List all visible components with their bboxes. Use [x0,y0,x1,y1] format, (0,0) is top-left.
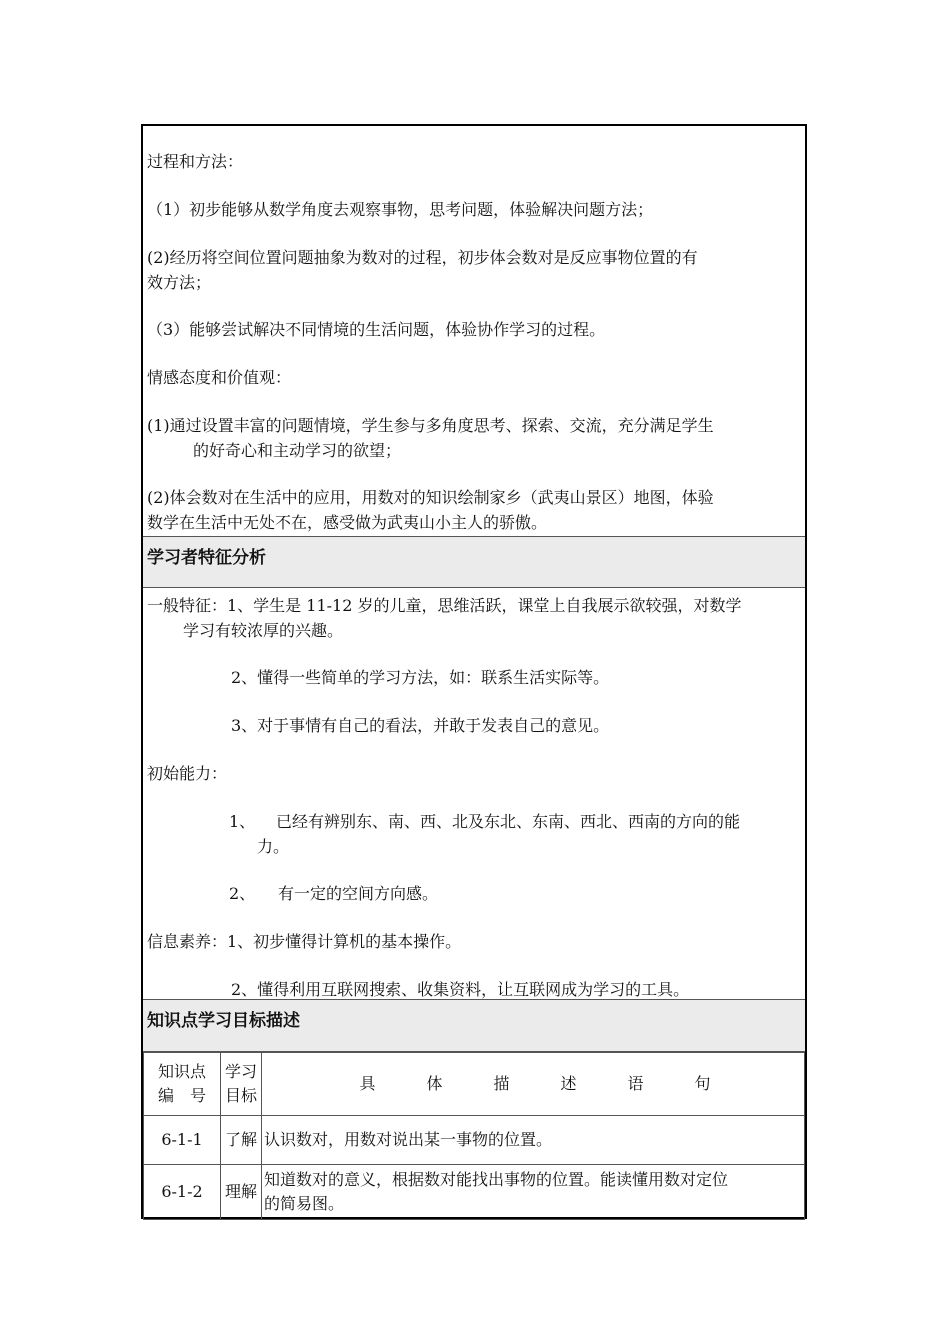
emotion-heading: 情感态度和价值观： [147,368,292,387]
row-goal: 理解 [221,1165,262,1220]
lesson-plan-table [141,124,807,1219]
ability-1-line-1: 已经有辨别东、南、西、北及东北、东南、西北、西南的方向的能 [276,812,741,831]
row-code: 6-1-1 [144,1116,221,1165]
ability-1-line-2: 力。 [257,837,290,856]
general-feature-3: 3、对于事情有自己的看法，并敢于发表自己的意见。 [231,716,610,735]
table-row [144,1116,805,1165]
row-description [262,1116,805,1165]
row-goal: 了解 [221,1116,262,1165]
header-description [262,1052,805,1116]
row-description [262,1165,805,1220]
emotion-item-2-line-2: 数学在生活中无处不在，感受做为武夷山小主人的骄傲。 [147,513,548,532]
objectives-cell [143,126,805,536]
info-literacy-2: 2、懂得利用互联网搜索、收集资料，让互联网成为学习的工具。 [231,980,690,999]
process-item-3: （3）能够尝试解决不同情境的生活问题，体验协作学习的过程。 [147,320,606,339]
process-heading: 过程和方法： [147,152,244,171]
ability-1-number: 1、 [229,812,256,831]
general-feature-line-1: 一般特征：1、学生是 11-12 岁的儿童，思维活跃，课堂上自我展示欲较强，对数学 [147,596,742,615]
knowledge-section-title: 知识点学习目标描述 [147,1011,300,1031]
header-goal [221,1052,262,1116]
header-code-line-2: 编 号 [157,1085,206,1105]
header-desc-char: 语 [627,1073,644,1093]
header-code-line-1: 知识点 [157,1061,206,1081]
info-literacy-1: 信息素养：1、初步懂得计算机的基本操作。 [147,932,462,951]
row-description-line-2: 的简易图。 [264,1194,345,1213]
header-desc-char: 句 [694,1073,711,1093]
row-description-line-1: 知道数对的意义，根据数对能找出事物的位置。能读懂用数对定位 [264,1170,729,1189]
learner-section-header [143,536,805,588]
header-goal-line-2: 目标 [224,1085,257,1105]
knowledge-table [143,1051,805,1220]
ability-2-text: 有一定的空间方向感。 [278,884,439,903]
process-item-2-line-2: 效方法； [147,273,212,292]
ability-heading: 初始能力： [147,764,228,783]
row-code: 6-1-2 [144,1165,221,1220]
process-item-2-line-1: (2)经历将空间位置问题抽象为数对的过程，初步体会数对是反应事物位置的有 [147,248,698,267]
header-desc-char: 描 [493,1073,510,1093]
header-desc-char: 体 [426,1073,443,1093]
learner-section-title: 学习者特征分析 [147,548,266,568]
knowledge-table-header [144,1052,805,1116]
emotion-item-2-line-1: (2)体会数对在生活中的应用，用数对的知识绘制家乡（武夷山景区）地图，体验 [147,488,714,507]
header-desc-char: 述 [560,1073,577,1093]
general-feature-2: 2、懂得一些简单的学习方法，如：联系生活实际等。 [231,668,610,687]
header-desc-char: 具 [359,1073,376,1093]
emotion-item-1-line-1: (1)通过设置丰富的问题情境，学生参与多角度思考、探索、交流，充分满足学生 [147,416,714,435]
emotion-item-1-line-2: 的好奇心和主动学习的欲望； [193,441,402,460]
row-description-line-1: 认识数对，用数对说出某一事物的位置。 [264,1130,553,1149]
ability-2-number: 2、 [229,884,256,903]
header-code [144,1052,221,1116]
knowledge-section-header [143,999,805,1053]
table-row [144,1165,805,1220]
header-goal-line-1: 学习 [224,1061,257,1081]
general-feature-line-2: 学习有较浓厚的兴趣。 [183,621,344,640]
process-item-1: （1）初步能够从数学角度去观察事物，思考问题，体验解决问题方法； [147,200,654,219]
